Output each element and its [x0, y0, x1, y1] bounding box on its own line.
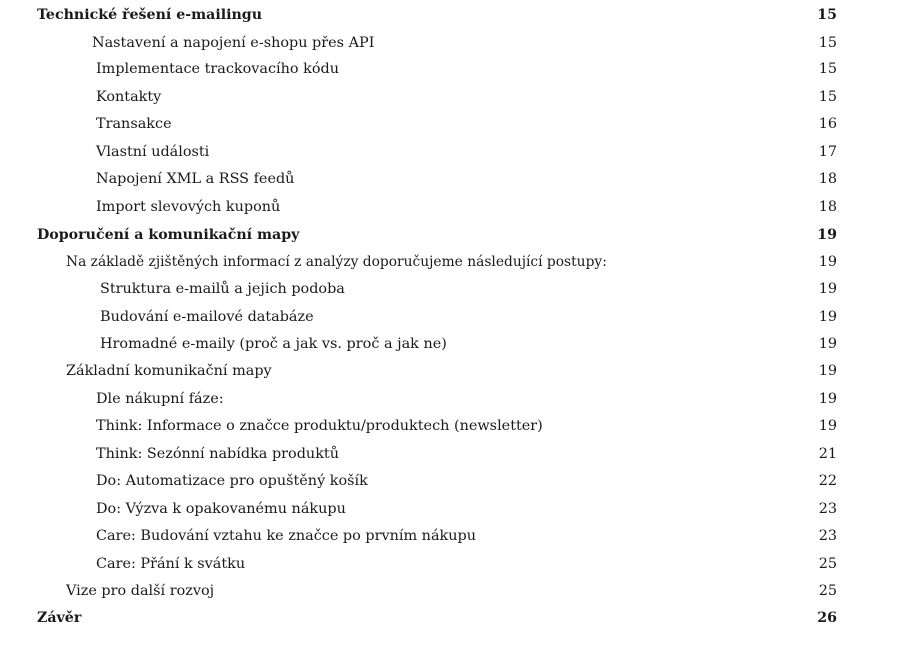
toc-entry[interactable]: [100, 331, 837, 357]
toc-entry[interactable]: [96, 84, 837, 110]
toc-entry-page: 26: [817, 610, 837, 626]
toc-entry-title: Závěr: [37, 610, 82, 626]
toc-entry-page: 19: [818, 309, 837, 325]
toc-entry[interactable]: [92, 30, 837, 56]
toc-entry[interactable]: [96, 166, 837, 192]
toc-entry[interactable]: [37, 2, 837, 28]
toc-entry-title: Do: Automatizace pro opuštěný košík: [96, 473, 368, 489]
toc-entry-title: Technické řešení e-mailingu: [37, 7, 263, 23]
toc-entry-title: Doporučení a komunikační mapy: [37, 227, 300, 243]
toc-entry-page: 15: [818, 35, 837, 51]
toc-entry[interactable]: [100, 276, 837, 302]
toc-entry-page: 19: [818, 254, 837, 270]
toc-entry[interactable]: [96, 496, 837, 522]
toc-entry-page: 18: [818, 199, 837, 215]
toc-entry[interactable]: [96, 56, 837, 82]
toc-entry-page: 19: [818, 363, 837, 379]
toc-entry-page: 15: [818, 61, 837, 77]
toc-entry-page: 22: [818, 473, 837, 489]
toc-entry-page: 19: [818, 281, 837, 297]
toc-entry-title: Kontakty: [96, 89, 162, 105]
toc-entry[interactable]: [37, 222, 837, 248]
toc-entry-page: 19: [818, 391, 837, 407]
toc-entry[interactable]: [96, 111, 837, 137]
toc-entry-title: Transakce: [96, 116, 172, 132]
toc-entry-page: 18: [818, 171, 837, 187]
toc-entry-title: Do: Výzva k opakovanému nákupu: [96, 501, 346, 517]
toc-entry-title: Základní komunikační mapy: [66, 363, 272, 379]
toc-entry-page: 16: [818, 116, 837, 132]
toc-entry-page: 15: [817, 7, 837, 23]
toc-entry-title: Care: Budování vztahu ke značce po prvním nákupu: [96, 528, 476, 544]
toc-entry[interactable]: [66, 358, 837, 384]
toc-entry-title: Vize pro další rozvoj: [66, 583, 215, 599]
toc-entry[interactable]: [66, 249, 837, 275]
toc-entry-page: 19: [818, 336, 837, 352]
toc-entry-title: Think: Informace o značce produktu/produktech (newsletter): [96, 418, 543, 434]
toc-entry[interactable]: [96, 551, 837, 577]
toc-entry-title: Import slevových kuponů: [96, 199, 281, 215]
toc-entry-title: Dle nákupní fáze:: [96, 391, 224, 407]
toc-entry[interactable]: [96, 194, 837, 220]
toc-entry[interactable]: [96, 139, 837, 165]
toc-entry[interactable]: [66, 578, 837, 604]
toc-entry-title: Implementace trackovacího kódu: [96, 61, 340, 77]
toc-entry[interactable]: [96, 441, 837, 467]
toc-entry-page: 23: [818, 528, 837, 544]
toc-entry[interactable]: [100, 304, 837, 330]
toc-entry[interactable]: [96, 523, 837, 549]
toc-entry-page: 15: [818, 89, 837, 105]
toc-entry-page: 23: [818, 501, 837, 517]
toc-entry[interactable]: [96, 413, 837, 439]
toc-entry[interactable]: [37, 605, 837, 631]
toc-entry-title: Nastavení a napojení e-shopu přes API: [92, 35, 375, 51]
toc-entry-page: 17: [818, 144, 837, 160]
toc-entry-title: Na základě zjištěných informací z analýzy doporučujeme následující postupy:: [66, 254, 607, 270]
toc-entry-title: Struktura e-mailů a jejich podoba: [100, 281, 345, 297]
toc-entry-page: 25: [818, 556, 837, 572]
toc-entry-title: Think: Sezónní nabídka produktů: [96, 446, 339, 462]
toc-entry-page: 19: [818, 418, 837, 434]
toc-entry-title: Hromadné e-maily (proč a jak vs. proč a jak ne): [100, 336, 447, 352]
toc-entry-title: Vlastní události: [96, 144, 210, 160]
toc-entry-title: Napojení XML a RSS feedů: [96, 171, 295, 187]
toc-entry-page: 25: [818, 583, 837, 599]
toc-entry[interactable]: [96, 386, 837, 412]
toc-entry-title: Care: Přání k svátku: [96, 556, 246, 572]
toc-entry-page: 19: [817, 227, 837, 243]
toc-entry-title: Budování e-mailové databáze: [100, 309, 314, 325]
toc-entry-page: 21: [818, 446, 837, 462]
toc-entry[interactable]: [96, 468, 837, 494]
